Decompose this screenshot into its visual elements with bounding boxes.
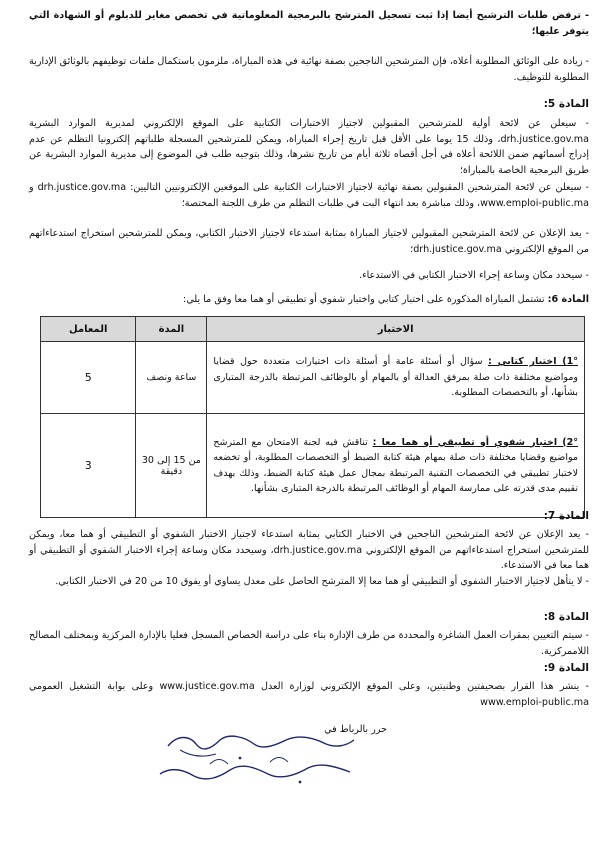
article-6-title: المادة 6: bbox=[547, 294, 589, 305]
article-5-paragraph-4: - سيحدد مكان وساعة إجراء الاختبار الكتابي في الاستدعاء. bbox=[359, 270, 589, 281]
intro-paragraph-1: - ترفض طلبات الترشيح أيضا إذا ثبت تسجيل المترشح بالبرمجية المعلوماتية في تخصص مغاير للدبلوم أو الشهادة التي يتوفر عليها؛ bbox=[29, 10, 589, 37]
exam-title: 2°) اختبار شفوي أو تطبيقي أو هما معا : bbox=[372, 436, 578, 448]
header-coefficient: المعامل bbox=[41, 317, 136, 342]
article-8-paragraph-1: - سيتم التعيين بمقرات العمل الشاغرة والمحددة من طرف الإدارة بناء على دراسة الخصاص المسجل فعليا بالإدارة المركزية وبمختلف المصالح اللاممركزية. bbox=[29, 630, 589, 657]
exam-table bbox=[40, 316, 585, 518]
article-6-text: تشتمل المباراة المذكورة على اختبار كتابي واختبار شفوي أو تطبيقي أو هما معا وفق ما يلي: bbox=[183, 294, 545, 305]
exam-coefficient: 3 bbox=[41, 414, 136, 518]
article-5-paragraph-2: - سيعلن عن لائحة المترشحين المقبولين بصفة نهائية لاجتياز الاختبارات الكتابية على الموقعين الإلكترونيين التاليين: drh.justice.gov.ma و www.emploi-public.ma، وذلك مباشرة بعد انتهاء البت في طلبات التظلم من طرف اللجنة المختصة؛ bbox=[29, 182, 589, 209]
table-row bbox=[41, 414, 585, 518]
article-9-title: المادة 9: bbox=[543, 662, 589, 674]
article-5-paragraph-1: - سيعلن عن لائحة أولية للمترشحين المقبولين لاجتياز الاختبارات الكتابية على الموقع الإلكتروني لمديرية الموارد البشرية drh.justice.gov.ma، وذلك 15 يوما على الأقل قبل تاريخ إجراء المباراة، ويمكن للمترشحين المسجلة طلباتهم إلكترونيا التظلم عن عدم إدراج أسمائهم ضمن اللائحة أعلاه في أجل أقصاه ثلاثة أيام من تاريخ نشرها، وذلك بتوجيه طلب في الموضوع إلى مديرية الموارد البشرية عن طريق البرمجية الخاصة بالمباراة؛ bbox=[29, 118, 589, 176]
handwritten-signature-icon bbox=[150, 728, 360, 788]
signature-place: حرر بالرباط في bbox=[324, 724, 387, 735]
exam-description bbox=[207, 414, 585, 518]
exam-duration: من 15 إلى 30 دقيقة bbox=[136, 414, 207, 518]
article-9-paragraph-1: - ينشر هذا القرار بصحيفتين وطنيتين، وعلى الموقع الإلكتروني لوزارة العدل www.justice.gov.ma وعلى بوابة التشغيل العمومي www.emploi-public.ma bbox=[29, 681, 589, 708]
table-row bbox=[41, 342, 585, 414]
article-6-line bbox=[29, 292, 589, 308]
article-8-title: المادة 8: bbox=[543, 611, 589, 623]
exam-detail: تناقش فيه لجنة الامتحان مع المترشح مواضيع وقضايا مختلفة ذات صلة بمهام هيئة كتابة الضبط أو التخصصات المطلوبة، أو تخضعه لاختبار تطبيقي في التخصصات التقنية المرتبطة بمجال عمل هيئة كتابة الضبط، وذلك بهدف تقييم مدى قدرته على ممارسة المهام أو الوظائف المرتبطة بالدرجة المتبارى بشأنها. bbox=[213, 436, 578, 494]
exam-detail: سؤال أو أسئلة عامة أو أسئلة ذات اختيارات متعددة حول قضايا ومواضيع مختلفة ذات صلة بمرفق العدالة أو بالمهام أو بالوظائف المرتبطة بالدرجة المتبارى بشأنها، أو بالتخصصات المطلوبة. bbox=[213, 356, 578, 399]
exam-table-header bbox=[41, 317, 585, 342]
exam-title: 1°) اختبار كتابي : bbox=[487, 356, 578, 368]
header-duration: المدة bbox=[136, 317, 207, 342]
exam-duration: ساعة ونصف bbox=[136, 342, 207, 414]
exam-coefficient: 5 bbox=[41, 342, 136, 414]
article-7-title: المادة 7: bbox=[543, 510, 589, 522]
article-7-paragraph-1: - يعد الإعلان عن لائحة المترشحين الناجحين في الاختبار الكتابي بمثابة استدعاء لاجتياز الاختبار الشفوي أو التطبيقي أو هما معا، ويمكن للمترشحين استخراج استدعاءاتهم من الموقع الإلكتروني drh.justice.gov.ma، وسيحدد مكان وساعة إجراء الاختبار الشفوي أو التطبيقي أو هما معا في الاستدعاء. bbox=[29, 529, 589, 571]
signature-area bbox=[150, 728, 360, 788]
article-7-paragraph-2: - لا يتأهل لاجتياز الاختبار الشفوي أو التطبيقي أو هما معا إلا المترشح الحاصل على معدل يساوي أو يفوق 10 من 20 في الاختبار الكتابي. bbox=[55, 576, 589, 587]
article-5-title: المادة 5: bbox=[543, 98, 589, 110]
intro-paragraph-2: - زيادة على الوثائق المطلوبة أعلاه، فإن المترشحين الناجحين بصفة نهائية في هذه المباراة، ملزمون باستكمال ملفات توظيفهم بالوثائق الإدارية المطلوبة للتوظيف. bbox=[29, 56, 589, 83]
header-exam: الاختبار bbox=[207, 317, 585, 342]
exam-description bbox=[207, 342, 585, 414]
article-5-paragraph-3: - يعد الإعلان عن لائحة المترشحين المقبولين لاجتياز المباراة بمثابة استدعاء لاجتياز الاختبار الكتابي، ويمكن للمترشحين استخراج استدعاءاتهم من الموقع الإلكتروني drh.justice.gov.ma؛ bbox=[29, 228, 589, 255]
